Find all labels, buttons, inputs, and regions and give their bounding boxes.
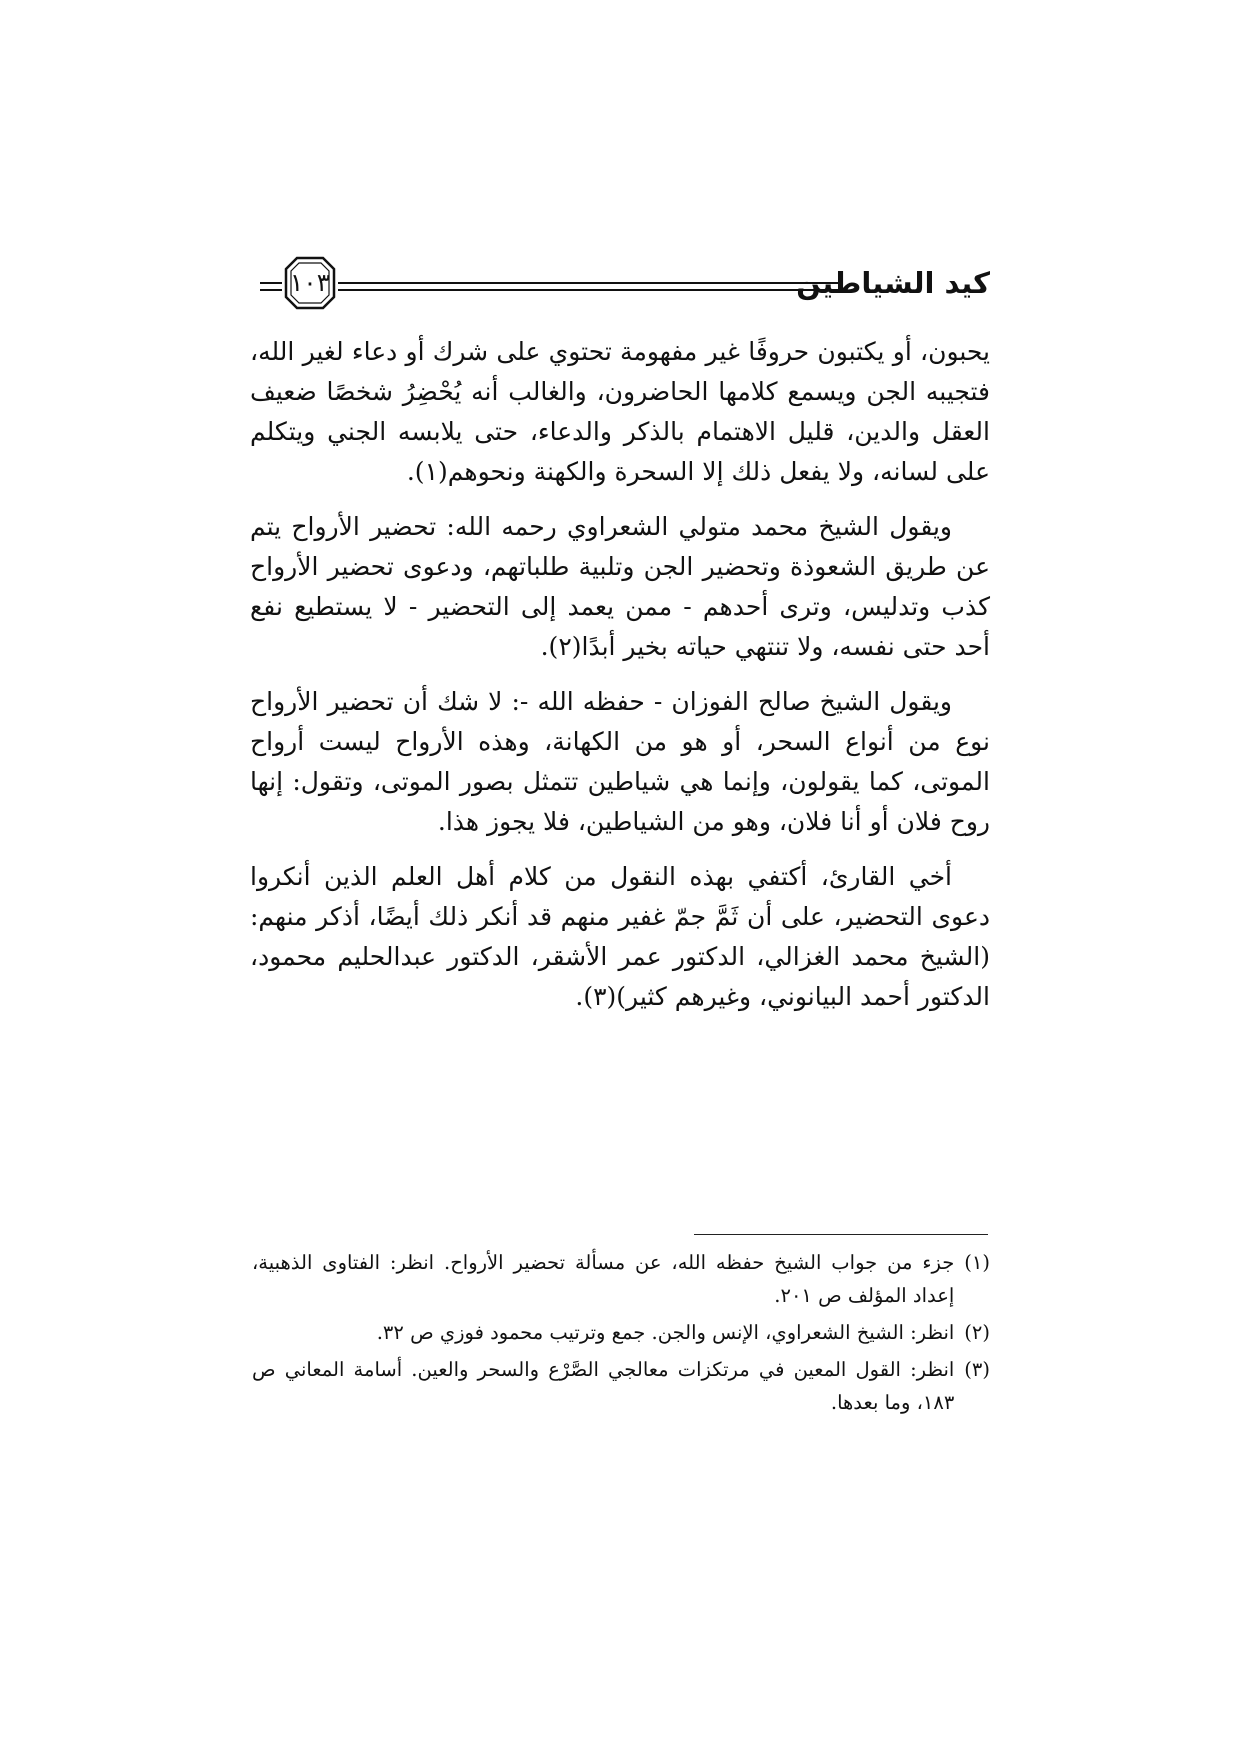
footnotes <box>252 1246 990 1423</box>
footnote-text: انظر: القول المعين في مرتكزات معالجي الصَّرْع والسحر والعين. أسامة المعاني ص ١٨٣، وما بعدها. <box>252 1358 955 1414</box>
header-rule-left <box>260 282 282 291</box>
book-title: كيد الشياطين <box>796 266 990 300</box>
page-number: ١٠٣ <box>289 268 331 297</box>
paragraph-3: ويقول الشيخ صالح الفوزان - حفظه الله -: لا شك أن تحضير الأرواح نوع من أنواع السحر، أو هو من الكهانة، وهذه الأرواح ليست أرواح الموتى، كما يقولون، وإنما هي شياطين تتمثل بصور الموتى، وتقول: إنها روح فلان أو أنا فلان، وهو من الشياطين، فلا يجوز هذا. <box>250 687 990 836</box>
page-number-badge <box>283 255 337 311</box>
footnote-text: انظر: الشيخ الشعراوي، الإنس والجن. جمع وترتيب محمود فوزي ص ٣٢. <box>376 1321 955 1344</box>
paragraph-2: ويقول الشيخ محمد متولي الشعراوي رحمه الله: تحضير الأرواح يتم عن طريق الشعوذة وتحضير الجن وتلبية طلباتهم، ودعوى تحضير الأرواح كذب وتدليس، وترى أحدهم - ممن يعمد إلى التحضير - لا يستطيع نفع أحد حتى نفسه، ولا تنتهي حياته بخير أبدًا(٢). <box>250 512 990 661</box>
footnote-number: (٢) <box>964 1321 990 1344</box>
footnote-number: (٣) <box>964 1358 990 1381</box>
running-header <box>260 255 990 313</box>
footnote-1 <box>252 1246 990 1312</box>
footnote-2 <box>252 1316 990 1349</box>
header-rule-right <box>338 282 842 291</box>
main-text <box>250 332 990 1032</box>
footnote-separator <box>694 1234 988 1235</box>
footnote-number: (١) <box>964 1251 990 1274</box>
paragraph-4: أخي القارئ، أكتفي بهذه النقول من كلام أهل العلم الذين أنكروا دعوى التحضير، على أن ثَمَّ جمّ غفير منهم قد أنكر ذلك أيضًا، أذكر منهم: (الشيخ محمد الغزالي، الدكتور عمر الأشقر، الدكتور عبدالحليم محمود، الدكتور أحمد البيانوني، وغيرهم كثير)(٣). <box>250 862 990 1011</box>
footnote-3 <box>252 1353 990 1419</box>
footnote-text: جزء من جواب الشيخ حفظه الله، عن مسألة تحضير الأرواح. انظر: الفتاوى الذهبية، إعداد المؤلف ص ٢٠١. <box>252 1251 955 1307</box>
paragraph-1: يحبون، أو يكتبون حروفًا غير مفهومة تحتوي على شرك أو دعاء لغير الله، فتجيبه الجن ويسمع كلامها الحاضرون، والغالب أنه يُحْضِرُ شخصًا ضعيف العقل والدين، قليل الاهتمام بالذكر والدعاء، حتى يلابسه الجني ويتكلم على لسانه، ولا يفعل ذلك إلا السحرة والكهنة ونحوهم(١). <box>250 337 990 486</box>
